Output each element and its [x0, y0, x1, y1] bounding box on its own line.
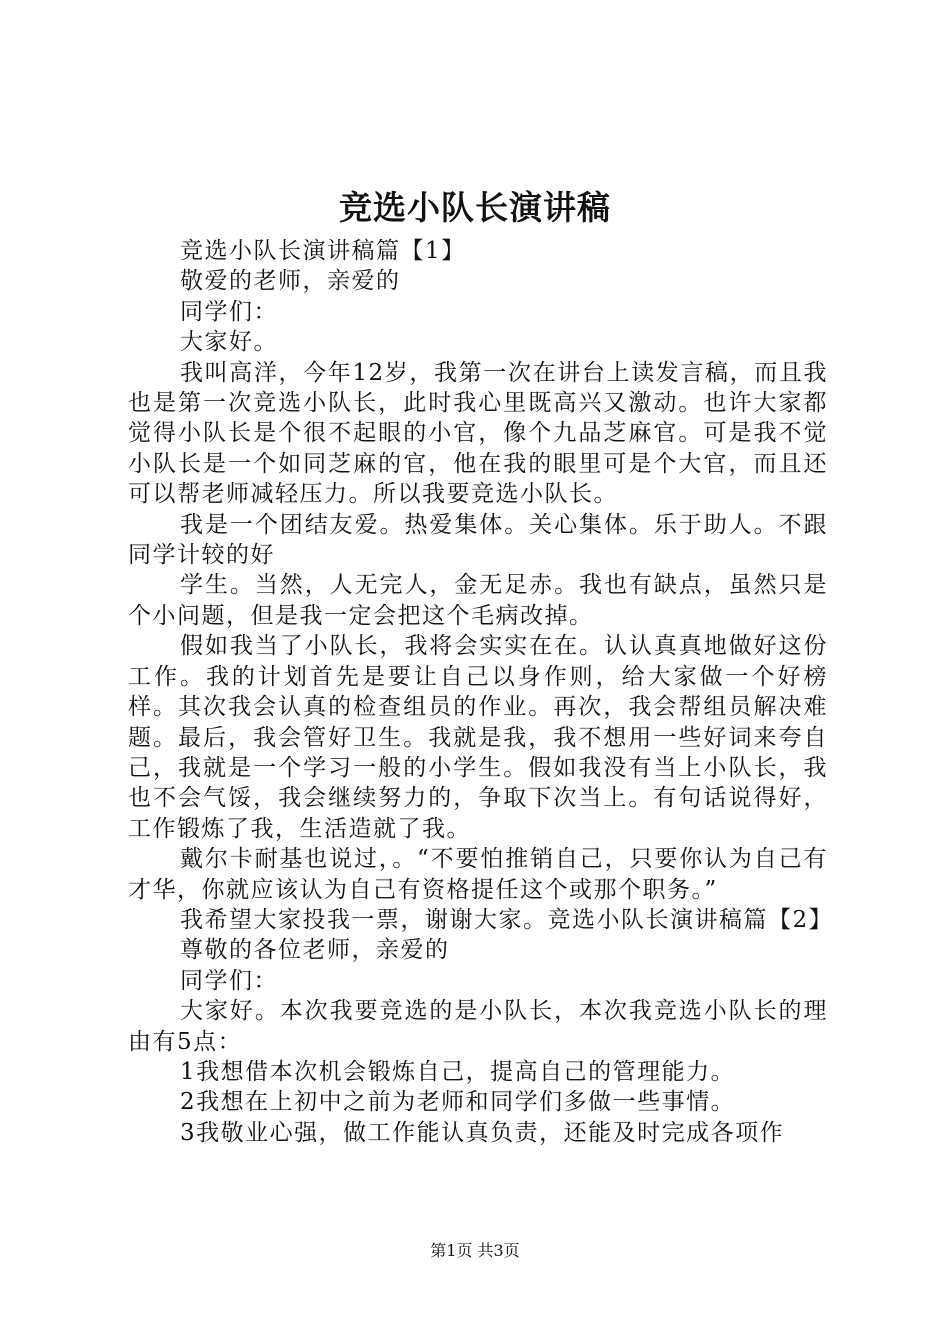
paragraph: 2我想在上初中之前为老师和同学们多做一些事情。: [180, 1089, 736, 1116]
paragraph: 3我敬业心强，做工作能认真负责，还能及时完成各项作: [180, 1119, 785, 1146]
document-body: [128, 236, 834, 1148]
paragraph: 我是一个团结友爱。热爱集体。关心集体。乐于助人。不跟同学计较的好: [128, 511, 828, 569]
paragraph: 戴尔卡耐基也说过，。“不要怕推销自己，只要你认为自己有才华，你就应该认为自己有资格提任这个或那个职务。”: [128, 846, 828, 903]
page-footer: 第1页 共3页: [430, 1241, 520, 1260]
document-title: 竞选小队长演讲稿: [339, 188, 611, 227]
paragraph: 同学们：: [180, 298, 278, 325]
paragraph: 1我想借本次机会锻炼自己，提高自己的管理能力。: [180, 1058, 736, 1085]
paragraph: 尊敬的各位老师，亲爱的: [180, 937, 450, 964]
paragraph: 我叫高洋，今年12岁，我第一次在讲台上读发言稿，而且我也是第一次竞选小队长，此时我心里既高兴又激动。也许大家都觉得小队长是个很不起眼的小官，像个九品芝麻官。可是我不觉小队长是一个如同芝麻的官，他在我的眼里可是个大官，而且还可以帮老师减轻压力。所以我要竞选小队长。: [128, 359, 828, 508]
paragraph: 我希望大家投我一票，谢谢大家。竞选小队长演讲稿篇【2】: [180, 906, 834, 933]
paragraph: 假如我当了小队长，我将会实实在在。认认真真地做好这份工作。我的计划首先是要让自己以身作则，给大家做一个好榜样。其次我会认真的检查组员的作业。再次，我会帮组员解决难题。最后，我会管好卫生。我就是我，我不想用一些好词来夸自己，我就是一个学习一般的小学生。假如我没有当上小队长，我也不会气馁，我会继续努力的，争取下次当上。有句话说得好，工作锻炼了我，生活造就了我。: [128, 633, 828, 842]
paragraph: 敬爱的老师，亲爱的: [180, 268, 401, 295]
paragraph: 同学们：: [180, 967, 278, 994]
paragraph: 大家好。本次我要竞选的是小队长，本次我竞选小队长的理由有5点：: [128, 998, 828, 1055]
paragraph: 学生。当然，人无完人，金无足赤。我也有缺点，虽然只是个小问题，但是我一定会把这个毛病改掉。: [128, 572, 828, 629]
paragraph: 竞选小队长演讲稿篇【1】: [180, 238, 466, 264]
paragraph: 大家好。: [180, 329, 278, 356]
